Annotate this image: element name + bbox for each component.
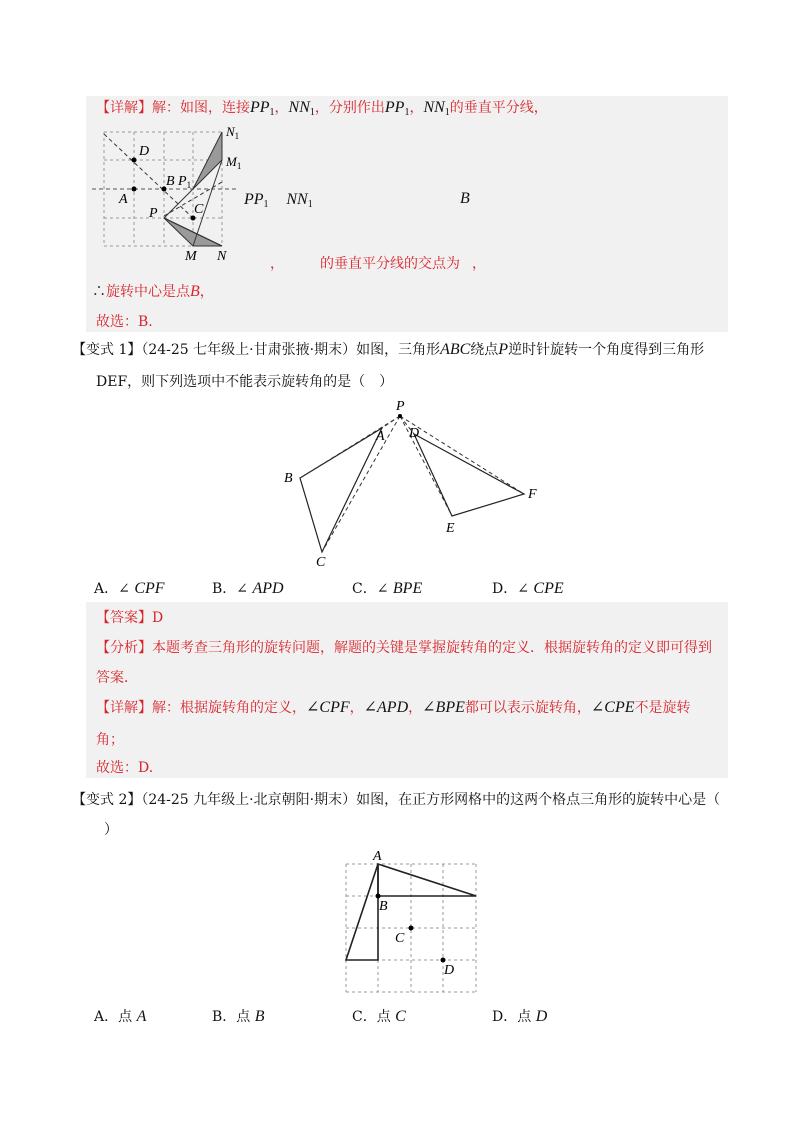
svg-text:P: P [149, 206, 158, 221]
svg-text:M: M [185, 249, 197, 264]
question-2-option-b[interactable]: B．点 B [212, 1008, 265, 1025]
detail-tag: 【详解】 [96, 100, 152, 116]
figure-rotation-grid-1 [90, 122, 250, 268]
point-p [398, 414, 402, 418]
triangle-abc [300, 428, 382, 552]
svg-text:N1: $N_1$ [226, 124, 240, 141]
svg-text:N: N [217, 249, 227, 264]
svg-text:C: C [194, 202, 204, 217]
svg-text:P: P [396, 399, 405, 414]
detail-line-3: ∴旋转中心是点B， [92, 283, 214, 300]
svg-text:B: B [379, 899, 388, 914]
question-1-option-d[interactable]: D．∠ CPE [492, 580, 564, 597]
svg-text:A: A [119, 192, 128, 207]
figure-grid-triangles [336, 846, 486, 998]
answer-line: 【答案】D [96, 610, 164, 626]
triangle-left [346, 864, 378, 960]
question-1-option-c[interactable]: C．∠ BPE [352, 580, 423, 597]
svg-text:M1: $M_1$ [226, 154, 242, 171]
detail-line-2-text: 的垂直平分线的交点为 [320, 256, 460, 272]
question-2-line-1: 【变式 2】（24-25 九年级上·北京朝阳·期末）如图，在正方形网格中的这两个格点三角形的旋转中心是（ [72, 792, 721, 808]
svg-text:A: A [373, 849, 382, 864]
svg-text:C: C [316, 555, 326, 570]
svg-text:B: B [166, 174, 175, 189]
question-1-option-a[interactable]: A．∠ CPF [94, 580, 165, 597]
svg-text:D: D [139, 144, 150, 159]
point-d [132, 158, 137, 163]
svg-text:P1: $P_1$ [178, 174, 192, 190]
svg-text:F: F [528, 487, 537, 502]
point-a [132, 187, 137, 192]
analysis-line-1: 【分析】本题考查三角形的旋转问题，解题的关键是掌握旋转角的定义．根据旋转角的定义即可得到 [96, 640, 712, 656]
svg-text:D: D [409, 426, 420, 441]
point-d [441, 958, 446, 963]
question-2-option-a[interactable]: A．点 A [94, 1008, 147, 1025]
point-c [409, 926, 414, 931]
svg-text:B: B [284, 471, 293, 486]
detail-line-1: 【详解】解：如图，连接$PP_1$，$NN_1$，分别作出$PP_1$，$NN_1$的垂直平分线， [96, 99, 548, 118]
question-1-line-2: DEF，则下列选项中不能表示旋转角的是（ ） [96, 374, 394, 390]
svg-text:D: D [444, 963, 455, 978]
point-b [376, 894, 381, 899]
triangle-top [378, 864, 476, 896]
analysis-line-2: 答案． [96, 670, 138, 686]
question-1-tag: 【变式 1】 [72, 342, 142, 358]
answer-block-1 [86, 602, 728, 778]
svg-text:E: E [446, 521, 455, 536]
question-2-line-2: ） [104, 822, 118, 838]
svg-text:C: C [395, 931, 405, 946]
detail-answer: 故选：B. [96, 314, 153, 330]
question-1-option-b[interactable]: B．∠ APD [212, 580, 284, 597]
svg-text:A: A [376, 429, 385, 444]
question-2-option-c[interactable]: C．点 C [352, 1008, 406, 1025]
question-2-option-d[interactable]: D．点 D [492, 1008, 548, 1025]
detail-line-2-end: ， [472, 256, 486, 272]
detail-2-choice: 故选：D. [96, 760, 154, 776]
detail-2-line-1: 【详解】解：根据旋转角的定义，∠CPF，∠APD，∠BPE都可以表示旋转角，∠CPE不是旋转 [96, 699, 691, 716]
detail-line-2: ， [270, 256, 284, 272]
question-2-tag: 【变式 2】 [72, 792, 142, 808]
detail-2-line-2: 角； [96, 732, 124, 748]
figure-triangle-rotation [276, 394, 546, 574]
detail-point-b: B [460, 190, 470, 207]
question-1-line-1: 【变式 1】（24-25 七年级上·甘肃张掖·期末）如图，三角形ABC绕点P逆时针旋转一个角度得到三角形 [72, 341, 705, 358]
detail-line-1-right: $PP_1$ $NN_1$ [244, 191, 313, 210]
